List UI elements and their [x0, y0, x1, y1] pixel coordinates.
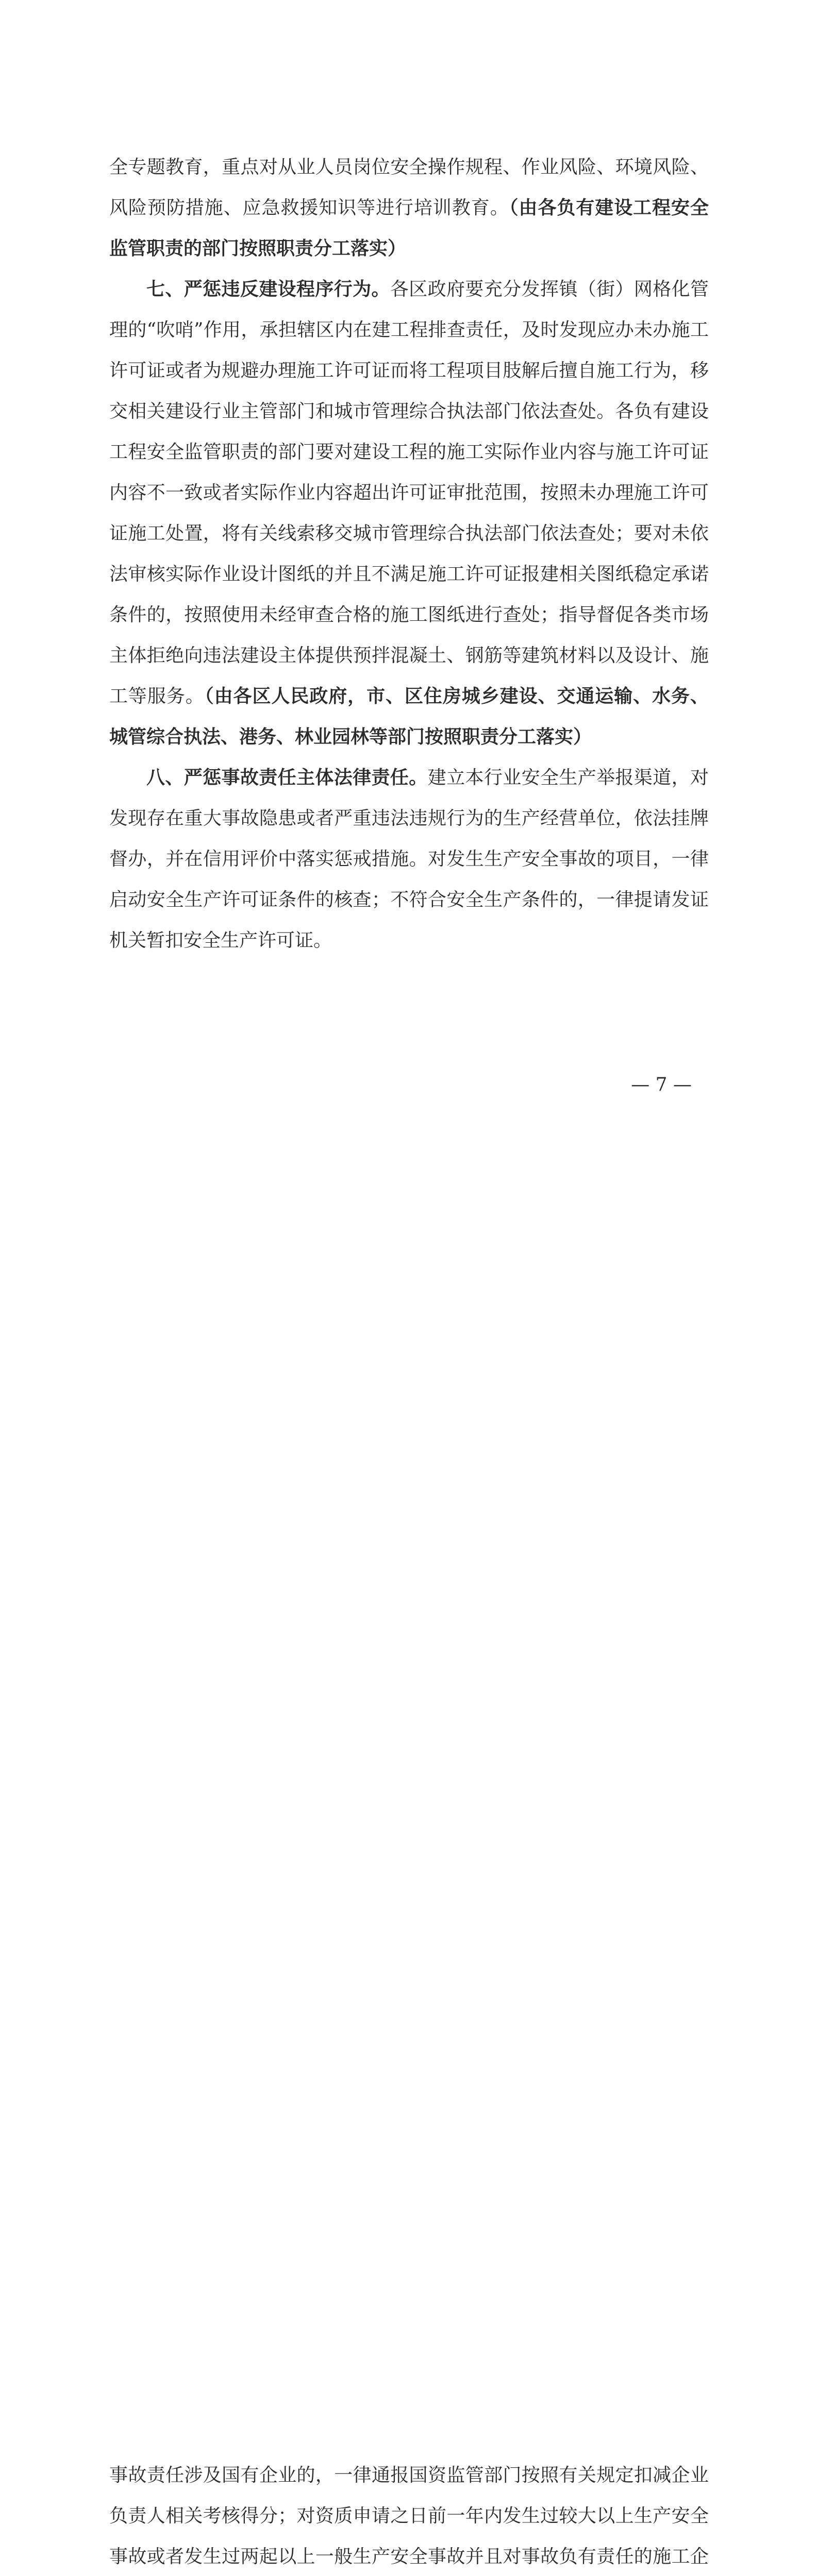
paragraph [109, 147, 709, 269]
responsibility-note: （由各区人民政府，市、区住房城乡建设、交通运输、水务、城管综合执法、港务、林业园林等部门按照职责分工落实） [109, 685, 709, 748]
responsibility-note: （由各负有建设工程安全监管职责的部门按照职责分工落实） [109, 197, 709, 259]
page-8-body [109, 2455, 709, 2576]
document-page-7 [0, 0, 818, 1157]
page-7-body [109, 147, 709, 961]
paragraph [109, 2455, 709, 2576]
paragraph-text: 全专题教育，重点对从业人员岗位安全操作规程、作业风险、环境风险、风险预防措施、应急救援知识等进行培训教育。 [109, 157, 709, 218]
section-heading: 八、严惩事故责任主体法律责任。 [146, 767, 428, 788]
section-heading: 七、严惩违反建设程序行为。 [146, 278, 390, 300]
paragraph-text: 事故责任涉及国有企业的，一律通报国资监管部门按照有关规定扣减企业负责人相关考核得分；对资质申请之日前一年内发生过较大以上生产安全事故或者发生过两起以上一般生产安全事故并且对事故负有责任的施工企 [109, 2465, 709, 2567]
document-page-8 [0, 1157, 818, 2567]
paragraph [109, 757, 709, 961]
paragraph-text: 建立本行业安全生产举报渠道，对发现存在重大事故隐患或者严重违法违规行为的生产经营单位，依法挂牌督办，并在信用评价中落实惩戒措施。对发生生产安全事故的项目，一律启动安全生产许可证条件的核查；不符合安全生产条件的，一律提请发证机关暂扣安全生产许可证。 [109, 767, 709, 951]
page-number: — 7 — [631, 1074, 692, 1095]
paragraph-text: 各区政府要充分发挥镇（街）网格化管理的“吹哨”作用，承担辖区内在建工程排查责任，及时发现应办未办施工许可证或者为规避办理施工许可证而将工程项目肢解后擅自施工行为，移交相关建设行业主管部门和城市管理综合执法部门依法查处。各负有建设工程安全监管职责的部门要对建设工程的施工实际作业内容与施工许可证内容不一致或者实际作业内容超出许可证审批范围，按照未办理施工许可证施工处置，将有关线索移交城市管理综合执法部门依法查处；要对未依法审核实际作业设计图纸的并且不满足施工许可证报建相关图纸稳定承诺条件的，按照使用未经审查合格的施工图纸进行查处；指导督促各类市场主体拒绝向违法建设主体提供预拌混凝土、钢筋等建筑材料以及设计、施工等服务。 [109, 279, 709, 707]
paragraph [109, 269, 709, 757]
